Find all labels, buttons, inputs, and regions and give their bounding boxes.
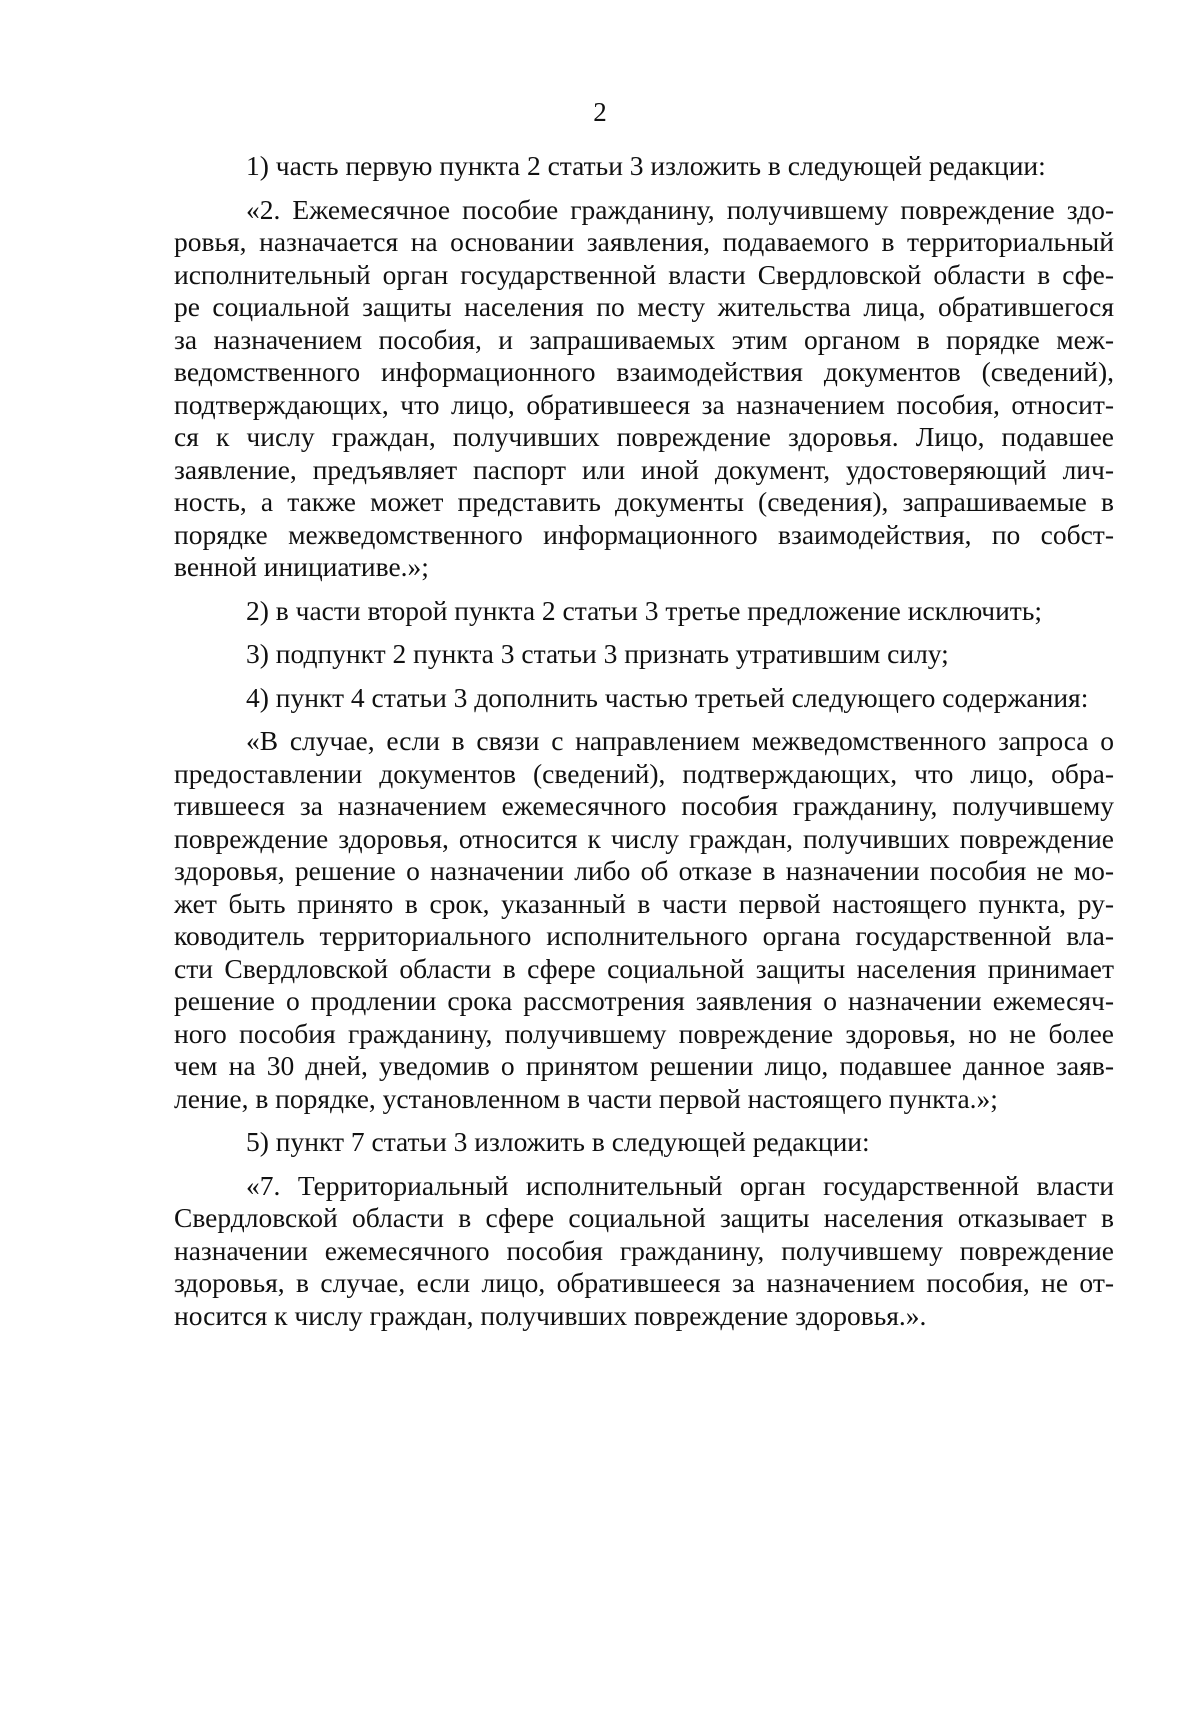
paragraph-line: порядке межведомственного информационного взаимодействия, по собст- [174, 518, 1114, 550]
paragraph-line: заявление, предъявляет паспорт или иной документ, удостоверяющий лич- [174, 453, 1114, 485]
paragraph-line: 2) в части второй пункта 2 статьи 3 третье предложение исключить; [246, 594, 1043, 626]
paragraph-line: жет быть принято в срок, указанный в части первой настоящего пункта, ру- [174, 887, 1114, 919]
paragraph-line: ление, в порядке, установленном в части первой настоящего пункта.»; [174, 1082, 998, 1114]
paragraph-line: ность, а также может представить документы (сведения), запрашиваемые в [174, 486, 1114, 517]
paragraph-line: «2. Ежемесячное пособие гражданину, получившему повреждение здо- [246, 193, 1114, 225]
paragraph-line: решение о продлении срока рассмотрения заявления о назначении ежемесяч- [174, 985, 1114, 1016]
paragraph-line: 1) часть первую пункта 2 статьи 3 изложить в следующей редакции: [246, 150, 1046, 181]
paragraph-line: ного пособия гражданину, получившему повреждение здоровья, но не более [174, 1017, 1114, 1049]
paragraph-item-3 [174, 638, 1114, 671]
paragraph-line: исполнительный орган государственной власти Свердловской области в сфе- [174, 258, 1114, 290]
paragraph-line: Свердловской области в сфере социальной защиты населения отказывает в [174, 1202, 1114, 1233]
paragraph-line: тившееся за назначением ежемесячного пособия гражданину, получившему [174, 790, 1114, 821]
paragraph-line: здоровья, решение о назначении либо об отказе в назначении пособия не мо- [174, 855, 1114, 886]
paragraph-item-1 [174, 150, 1114, 183]
paragraph-line: ководитель территориального исполнительного органа государственной вла- [174, 920, 1114, 951]
paragraph-item-5 [174, 1126, 1114, 1159]
paragraph-line: ведомственного информационного взаимодействия документов (сведений), [174, 356, 1114, 387]
paragraph-line: подтверждающих, что лицо, обратившееся за назначением пособия, относит- [174, 388, 1114, 420]
paragraph-line: повреждение здоровья, относится к числу граждан, получивших повреждение [174, 822, 1114, 854]
paragraph-line: ся к числу граждан, получивших повреждение здоровья. Лицо, подавшее [174, 421, 1114, 452]
paragraph-line: 5) пункт 7 статьи 3 изложить в следующей редакции: [246, 1126, 870, 1157]
paragraph-quoted-article-2 [174, 194, 1114, 584]
paragraph-line: венной инициативе.»; [174, 551, 429, 582]
paragraph-item-4 [174, 682, 1114, 715]
paragraph-line: ровья, назначается на основании заявления, подаваемого в территориальный [174, 226, 1114, 257]
paragraph-line: предоставлении документов (сведений), подтверждающих, что лицо, обра- [174, 757, 1114, 789]
paragraph-line: «7. Территориальный исполнительный орган государственной власти [246, 1169, 1114, 1201]
paragraph-line: здоровья, в случае, если лицо, обратившееся за назначением пособия, не от- [174, 1267, 1114, 1298]
paragraph-line: носится к числу граждан, получивших повреждение здоровья.». [174, 1299, 927, 1331]
paragraph-quoted-article-7 [174, 1170, 1114, 1333]
paragraph-line: сти Свердловской области в сфере социальной защиты населения принимает [174, 952, 1114, 984]
paragraph-line: чем на 30 дней, уведомив о принятом решении лицо, подавшее данное заяв- [174, 1050, 1114, 1081]
paragraph-line: назначении ежемесячного пособия гражданину, получившему повреждение [174, 1234, 1114, 1266]
paragraph-line: «В случае, если в связи с направлением межведомственного запроса о [246, 725, 1114, 756]
document-body [174, 150, 1114, 1343]
paragraph-line: ре социальной защиты населения по месту жительства лица, обратившегося [174, 291, 1114, 322]
paragraph-line: 4) пункт 4 статьи 3 дополнить частью третьей следующего содержания: [246, 681, 1089, 713]
paragraph-quoted-part-three [174, 725, 1114, 1115]
paragraph-line: 3) подпункт 2 пункта 3 статьи 3 признать утратившим силу; [246, 638, 949, 669]
page-number: 2 [593, 97, 607, 127]
paragraph-line: за назначением пособия, и запрашиваемых этим органом в порядке меж- [174, 323, 1114, 355]
paragraph-item-2 [174, 595, 1114, 628]
